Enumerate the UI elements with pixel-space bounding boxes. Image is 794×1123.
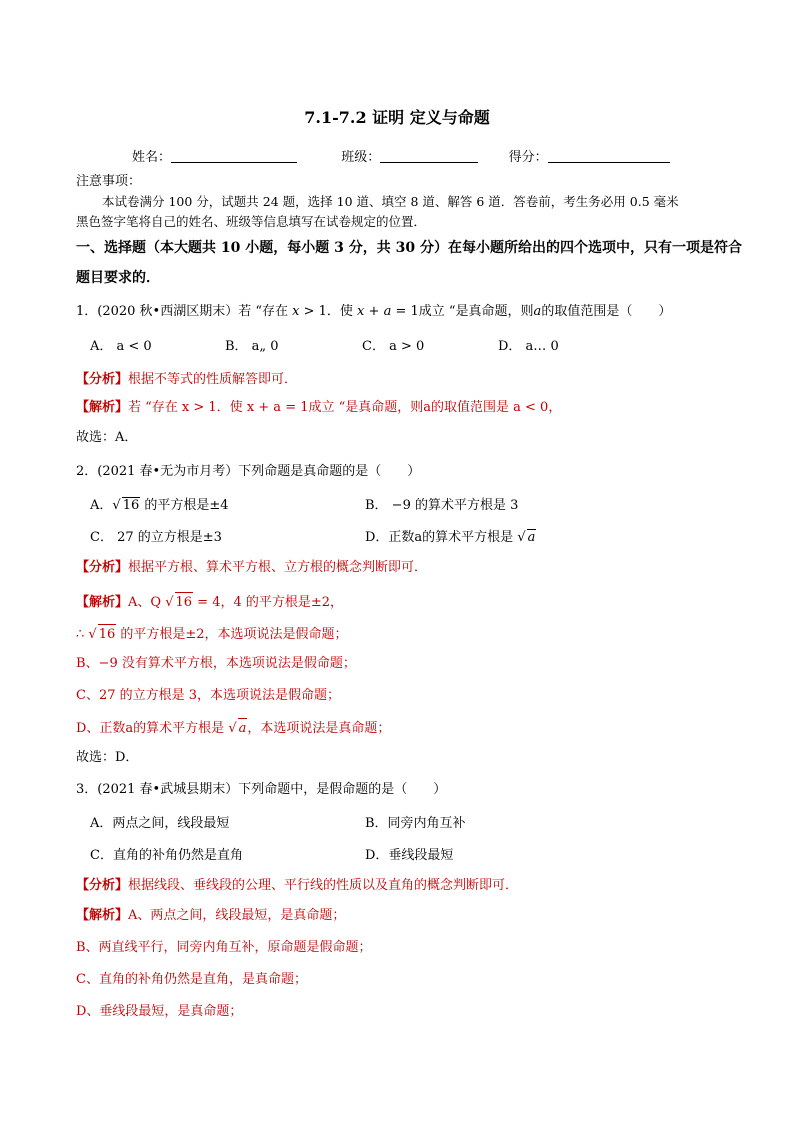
q2-option-c: C． 27 的立方根是±3: [90, 530, 222, 545]
solution-label: 【解析】: [76, 908, 129, 923]
q2-option-b: B． −9 的算术平方根是 3: [365, 498, 519, 513]
q1-option-a: A． a < 0: [90, 339, 152, 354]
q2-solution-line2: ∴ √ 16 的平方根是±2，本选项说法是假命题；: [76, 624, 736, 645]
class-label: 班级：: [341, 150, 381, 165]
q3-option-d: D．垂线段最短: [365, 848, 454, 863]
q3-solution-line2: B、两直线平行，同旁内角互补，原命题是假命题；: [76, 940, 372, 955]
q2-stem: 2．(2021 春•无为市月考）下列命题是真命题的是（ ）: [76, 464, 421, 479]
q3-option-a: A．两点之间，线段最短: [90, 816, 230, 831]
q3-solution-line1: 【解析】A、两点之间，线段最短，是真命题；: [76, 908, 346, 923]
q1-answer: 故选：A．: [76, 430, 138, 445]
q2-option-a: A．√ 16 的平方根是±4: [90, 498, 229, 513]
q3-stem: 3．(2021 春•武城县期末）下列命题中，是假命题的是（ ）: [76, 782, 447, 797]
solution-label: 【解析】: [76, 400, 129, 415]
q2-option-d: D．正数a的算术平方根是 √ a: [365, 530, 536, 545]
q1-option-d: D． a… 0: [498, 339, 559, 354]
q2-analysis: 【分析】根据平方根、算术平方根、立方根的概念判断即可．: [76, 560, 428, 575]
notice-text-1: 本试卷满分 100 分，试题共 24 题，选择 10 道、填空 8 道、解答 6 道．答卷前，考生务必用 0.5 毫米: [102, 194, 679, 209]
name-blank: [171, 149, 297, 163]
q3-option-b: B．同旁内角互补: [365, 816, 466, 831]
section-heading-line2: 题目要求的．: [76, 270, 160, 286]
q1-analysis: 【分析】根据不等式的性质解答即可．: [76, 372, 298, 387]
section-heading-line1: 一、选择题（本大题共 10 小题，每小题 3 分，共 30 分）在每小题所给出的四个选项中，只有一项是符合: [76, 240, 742, 256]
name-label: 姓名：: [132, 150, 172, 165]
score-blank: [548, 149, 670, 163]
analysis-label: 【分析】: [76, 878, 129, 893]
q3-solution-line4: D、垂线段最短，是真命题；: [76, 1004, 243, 1019]
q1-option-b: B． a„ 0: [225, 339, 279, 354]
analysis-label: 【分析】: [76, 560, 129, 575]
class-blank: [380, 149, 478, 163]
q1-option-c: C． a > 0: [362, 339, 425, 354]
page-title: 7.1-7.2 证明 定义与命题: [304, 108, 490, 127]
q2-answer: 故选：D．: [76, 750, 139, 765]
q3-option-c: C．直角的补角仍然是直角: [90, 848, 243, 863]
q2-solution-line4: C、27 的立方根是 3，本选项说法是假命题；: [76, 688, 341, 703]
analysis-label: 【分析】: [76, 372, 129, 387]
q2-solution-line3: B、−9 没有算术平方根，本选项说法是假命题；: [76, 656, 356, 671]
q2-solution-line5: D、正数a的算术平方根是 √ a，本选项说法是真命题；: [76, 718, 736, 739]
score-label: 得分：: [508, 150, 548, 165]
q2-solution-line1: 【解析】A、Q √ 16 = 4，4 的平方根是±2，: [76, 592, 736, 613]
q1-solution: 【解析】若 “存在 x > 1．使 x + a = 1成立 “是真命题，则a的取值范围是 a < 0，: [76, 400, 562, 415]
solution-label: 【解析】: [76, 595, 129, 610]
notice-text-2: 黑色签字笔将自己的姓名、班级等信息填写在试卷规定的位置．: [76, 214, 427, 229]
q3-analysis: 【分析】根据线段、垂线段的公理、平行线的性质以及直角的概念判断即可．: [76, 878, 519, 893]
q1-stem: 1．(2020 秋•西湖区期末）若 “存在 x > 1．使 x + a = 1成立 “是真命题，则a的取值范围是（ ）: [76, 304, 672, 319]
student-info-row: [132, 146, 672, 165]
notice-heading: 注意事项：: [76, 174, 142, 189]
q3-solution-line3: C、直角的补角仍然是直角，是真命题；: [76, 972, 307, 987]
